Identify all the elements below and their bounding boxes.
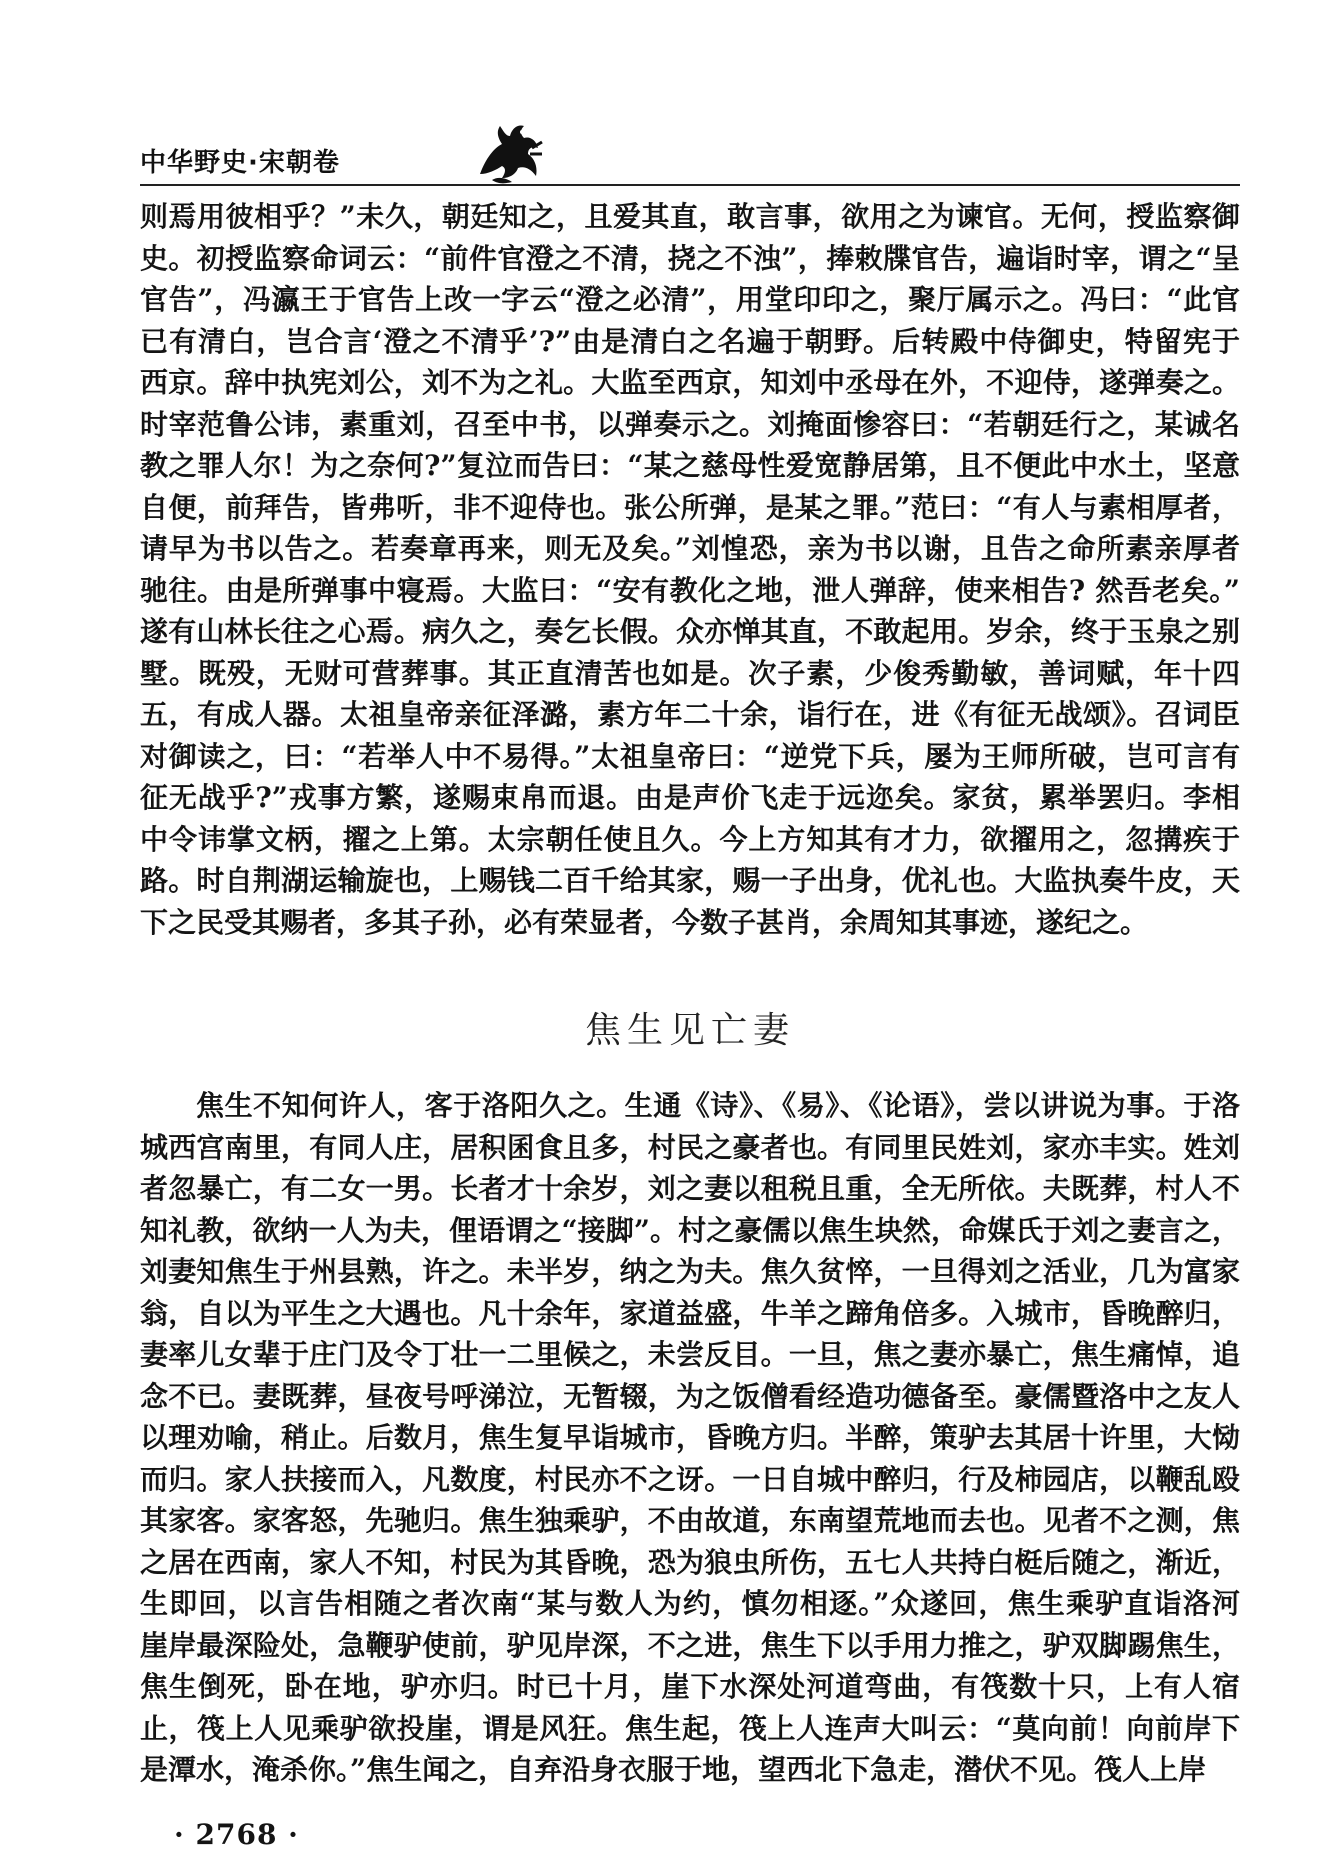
section-paragraph: [140, 1085, 1240, 1791]
text-line: 翁，自以为平生之大遇也。凡十余年，家道益盛，牛羊之蹄角倍多。入城市，昏晚醉归，: [140, 1296, 1240, 1330]
text-line: 史。初授监察命词云：“前件官澄之不清，挠之不浊”，捧敕牒官告，遍诣时宰，谓之“呈: [140, 241, 1240, 275]
text-line: 其家客。家客怒，先驰归。焦生独乘驴，不由故道，东南望荒地而去也。见者不之测，焦: [140, 1504, 1240, 1537]
text-line: 墅。既殁，无财可营葬事。其正直清苦也如是。次子素，少俊秀勤敏，善词赋，年十四: [140, 656, 1240, 690]
section-title: 焦生见亡妻: [584, 1010, 795, 1051]
text-line: 五，有成人器。太祖皇帝亲征泽潞，素方年二十余，诣行在，进《有征无战颂》。召词臣: [140, 698, 1240, 731]
page-number: · 2768 ·: [174, 1818, 299, 1851]
text-line: 对御读之，曰：“若举人中不易得。”太祖皇帝曰：“逆党下兵，屡为王师所破，岂可言有: [140, 739, 1240, 773]
text-line: 教之罪人尔！为之奈何?”复泣而告曰：“某之慈母性爱宽静居第，且不便此中水土，坚意: [140, 449, 1240, 482]
text-line: 请早为书以告之。若奏章再来，则无及矣。”刘惶恐，亲为书以谢，且告之命所素亲厚者: [140, 532, 1240, 565]
text-line: 刘妻知焦生于州县熟，许之。未半岁，纳之为夫。焦久贫悴，一旦得刘之活业，几为富家: [140, 1255, 1240, 1288]
text-line: 而归。家人扶接而入，凡数度，村民亦不之讶。一日自城中醉归，行及柿园店，以鞭乱殴: [140, 1462, 1240, 1496]
text-line: 焦生不知何许人，客于洛阳久之。生通《诗》、《易》、《论语》，尝以讲说为事。于洛: [196, 1089, 1240, 1122]
text-line: 西京。辞中执宪刘公，刘不为之礼。大监至西京，知刘中丞母在外，不迎侍，遂弹奏之。: [140, 366, 1240, 399]
main-paragraph: [140, 196, 1240, 943]
text-line: 崖岸最深险处，急鞭驴使前，驴见岸深，不之进，焦生下以手用力推之，驴双脚踢焦生，: [140, 1628, 1240, 1662]
text-line: 念不已。妻既葬，昼夜号呼涕泣，无暂辍，为之饭僧看经造功德备至。豪儒暨洛中之友人: [140, 1379, 1240, 1413]
text-line: 者忽暴亡，有二女一男。长者才十余岁，刘之妻以租税且重，全无所依。夫既葬，村人不: [140, 1172, 1240, 1205]
text-line: 则焉用彼相乎？”未久，朝廷知之，且爱其直，敢言事，欲用之为谏官。无何，授监察御: [140, 200, 1240, 233]
text-line: 止，筏上人见乘驴欲投崖，谓是风狂。焦生起，筏上人连声大叫云：“莫向前！向前岸下: [140, 1711, 1240, 1745]
text-line: 官告”，冯瀛王于官告上改一字云“澄之必清”，用堂印印之，聚厅属示之。冯曰：“此官: [140, 283, 1240, 316]
dragon-emblem-icon: [472, 118, 546, 186]
text-line: 生即回，以言告相随之者次南“某与数人为约，慎勿相逐。”众遂回，焦生乘驴直诣洛河: [140, 1587, 1240, 1620]
text-line: 知礼教，欲纳一人为夫，俚语谓之“接脚”。村之豪儒以焦生块然，命媒氏于刘之妻言之，: [140, 1213, 1240, 1247]
running-header: [140, 118, 1240, 188]
header-rule: [140, 184, 1240, 186]
text-line: 征无战乎?”戎事方繁，遂赐束帛而退。由是声价飞走于远迩矣。家贫，累举罢归。李相: [140, 781, 1240, 814]
text-line: 之居在西南，家人不知，村民为其昏晚，恐为狼虫所伤，五七人共持白梃后随之，渐近，: [140, 1545, 1240, 1579]
text-line: 下之民受其赐者，多其子孙，必有荣显者，今数子甚肖，余周知其事迹，遂纪之。: [140, 905, 1149, 939]
text-line: 中令讳掌文柄，擢之上第。太宗朝任使且久。今上方知其有才力，欲擢用之，忽搆疾于: [140, 822, 1240, 856]
text-line: 驰往。由是所弹事中寝焉。大监曰：“安有教化之地，泄人弹辞，使来相告? 然吾老矣。”: [140, 573, 1240, 607]
text-line: 以理劝喻，稍止。后数月，焦生复早诣城市，昏晚方归。半醉，策驴去其居十许里，大恸: [140, 1421, 1240, 1454]
text-line: 焦生倒死，卧在地，驴亦归。时已十月，崖下水深处河道弯曲，有筏数十只，上有人宿: [140, 1670, 1240, 1703]
text-line: 妻率儿女辈于庄门及令丁壮一二里候之，未尝反目。一旦，焦之妻亦暴亡，焦生痛悼，追: [140, 1338, 1240, 1371]
text-line: 城西宫南里，有同人庄，居积囷食且多，村民之豪者也。有同里民姓刘，家亦丰实。姓刘: [140, 1130, 1240, 1164]
text-line: 遂有山林长往之心焉。病久之，奏乞长假。众亦惮其直，不敢起用。岁余，终于玉泉之别: [140, 615, 1240, 648]
text-line: 路。时自荆湖运输旋也，上赐钱二百千给其家，赐一子出身，优礼也。大监执奏牛皮，天: [140, 864, 1240, 897]
text-line: 已有清白，岂合言‘澄之不清乎’?”由是清白之名遍于朝野。后转殿中侍御史，特留宪于: [140, 324, 1240, 358]
text-line: 自便，前拜告，皆弗听，非不迎侍也。张公所弹，是某之罪。”范曰：“有人与素相厚者，: [140, 490, 1240, 524]
text-line: 时宰范鲁公讳，素重刘，召至中书，以弹奏示之。刘掩面惨容曰：“若朝廷行之，某诚名: [140, 407, 1240, 441]
book-title: 中华野史·宋朝卷: [140, 148, 340, 178]
text-line: 是潭水，淹杀你。”焦生闻之，自弃沿身衣服于地，望西北下急走，潜伏不见。筏人上岸: [140, 1753, 1207, 1786]
